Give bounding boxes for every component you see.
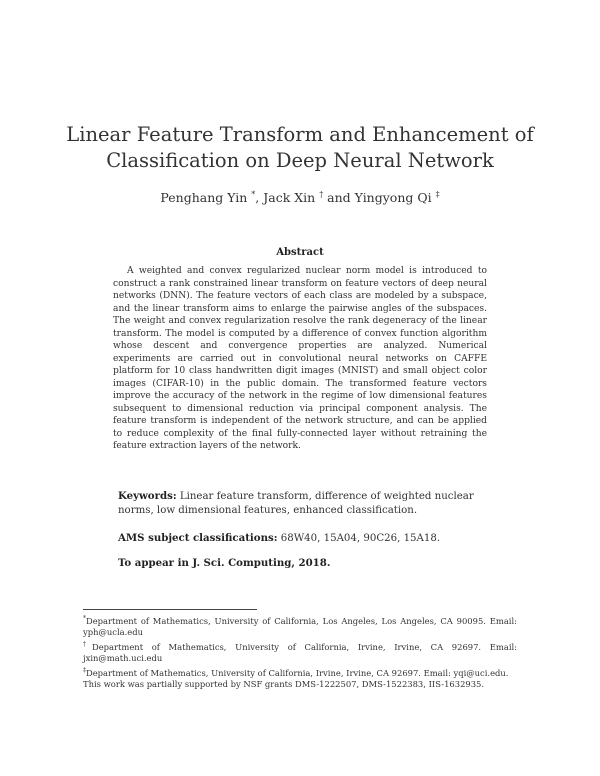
keywords-text: Linear feature transform, difference of weighted nuclear norms, low dimensional features, enhanced classification. <box>118 491 474 516</box>
author-footnote-mark: * <box>251 190 256 199</box>
footnote <box>83 665 517 679</box>
author-name: Penghang Yin <box>160 190 248 206</box>
publication-note: To appear in J. Sci. Computing, 2018. <box>118 557 331 569</box>
abstract-heading: Abstract <box>276 247 324 258</box>
footnote-text: Department of Mathematics, University of California, Irvine, Irvine, CA 92697. Email: jxin@math.uci.edu <box>83 641 517 664</box>
footnote-text: Department of Mathematics, University of California, Irvine, Irvine, CA 92697. Email: yqi@uci.edu. <box>86 667 509 678</box>
author-name: Yingyong Qi <box>354 190 432 206</box>
paper-title <box>60 122 540 174</box>
footnote-mark: * <box>83 615 86 622</box>
keywords-section <box>118 489 478 518</box>
author-separator: , <box>255 190 264 206</box>
footnotes <box>83 613 517 691</box>
ams-label: AMS subject classifications: <box>118 532 278 544</box>
author-list <box>60 190 540 205</box>
funding-note <box>83 679 517 691</box>
abstract-text: A weighted and convex regularized nuclear norm model is introduced to construct a rank constrained linear transform on feature vectors of deep neural networks (DNN). The feature vectors of each class are modeled by a subspace, and the linear transform aims to enlarge the pairwise angles of the subspaces. The weight and convex regularization resolve the rank degeneracy of the linear transform. The model is computed by a difference of convex function algorithm whose descent and convergence properties are analyzed. Numerical experiments are carried out in convolutional neural networks on CAFFE platform for 10 class handwritten digit images (MNIST) and small object color images (CIFAR-10) in the public domain. The transformed feature vectors improve the accuracy of the network in the regime of low dimensional features subsequent to dimensional reduction via principal component analysis. The feature transform is independent of the network structure, and can be applied to reduce complexity of the final fully-connected layer without retraining the feature extraction layers of the network. <box>113 266 487 451</box>
author-name: Jack Xin <box>263 190 316 206</box>
ams-codes: 68W40, 15A04, 90C26, 15A18. <box>280 533 441 544</box>
ams-classification <box>118 532 498 544</box>
footnote <box>83 613 517 639</box>
author-footnote-mark: † <box>319 190 324 199</box>
author-footnote-mark: ‡ <box>435 190 440 199</box>
footnote-mark: ‡ <box>83 666 86 674</box>
funding-text: This work was partially supported by NSF grants DMS-1222507, DMS-1522383, IIS-1632935. <box>83 679 485 690</box>
title-line-2: Classification on Deep Neural Network <box>106 149 494 172</box>
footnote <box>83 639 517 665</box>
title-line-1: Linear Feature Transform and Enhancement of <box>66 123 534 146</box>
author-separator: and <box>323 190 355 206</box>
keywords-label: Keywords: <box>118 490 177 502</box>
footnote-text: Department of Mathematics, University of California, Los Angeles, Los Angeles, CA 90095. Email: yph@ucla.edu <box>83 615 517 638</box>
footnote-divider <box>83 609 257 610</box>
footnote-mark: † <box>83 640 93 648</box>
